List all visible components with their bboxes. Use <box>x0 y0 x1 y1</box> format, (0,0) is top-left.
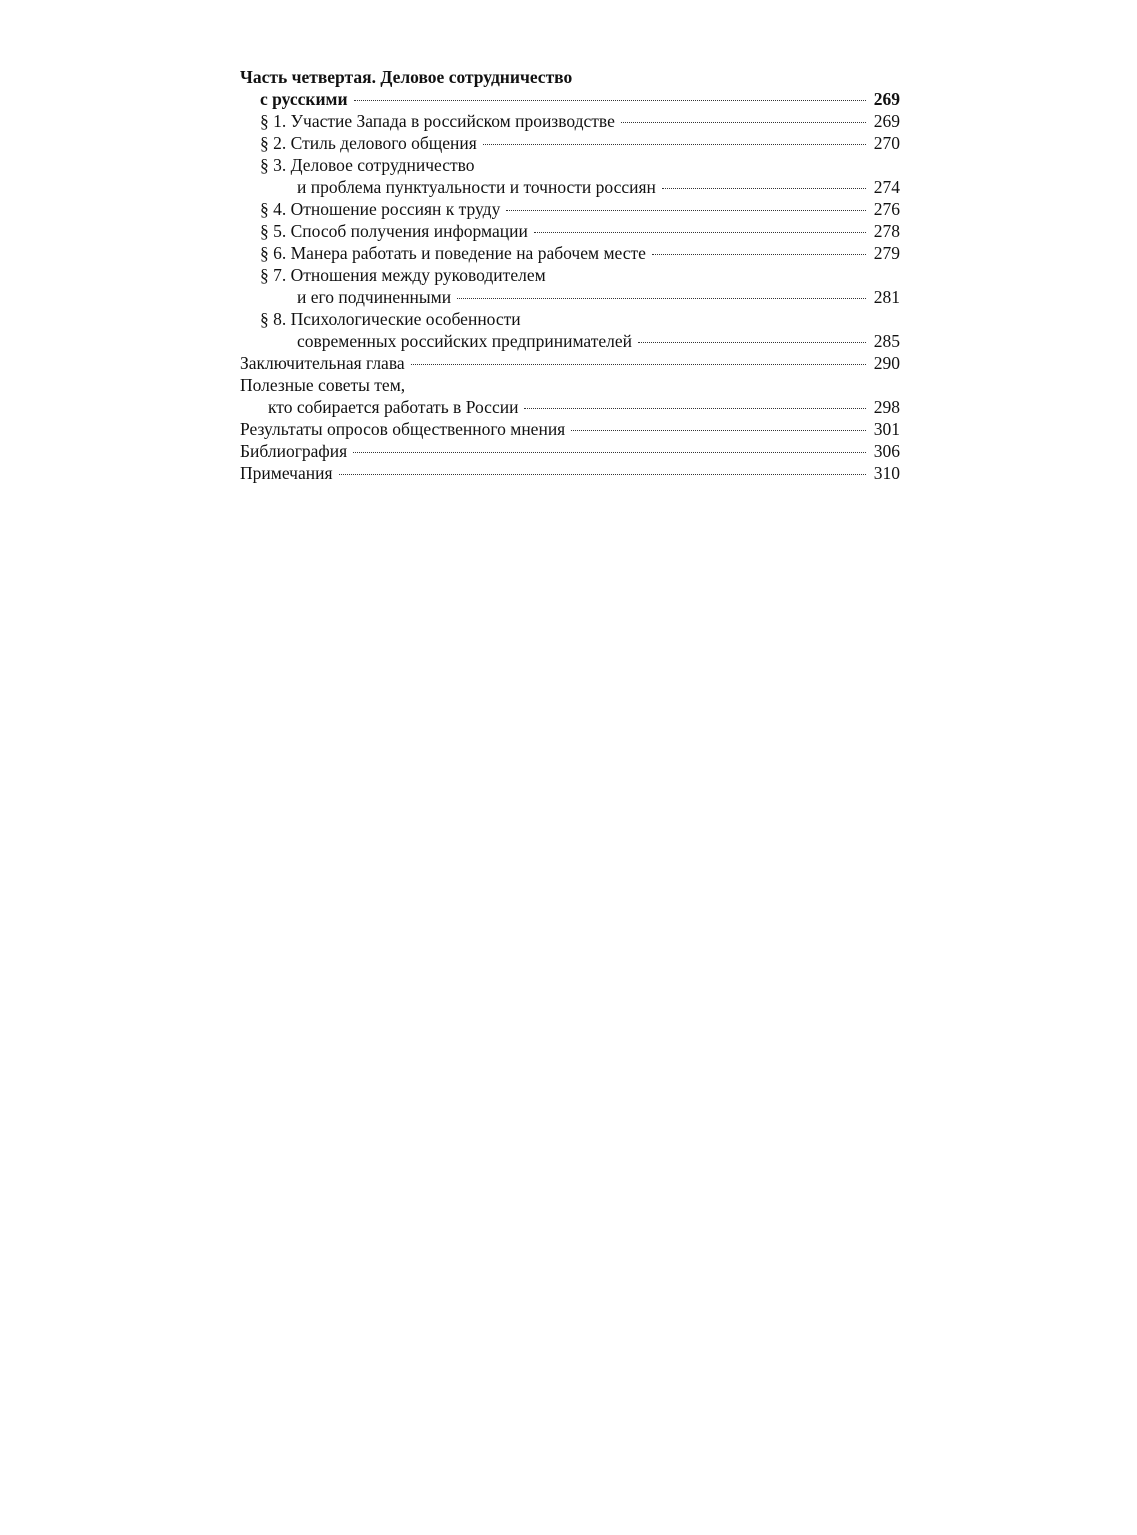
section-title-continued: и его подчиненными <box>297 287 452 307</box>
toc-entry-section-3-line2 <box>240 176 900 198</box>
section-title: § 6. Манера работать и поведение на рабочем месте <box>260 243 646 263</box>
toc-part4-heading <box>240 66 900 88</box>
dot-leader <box>411 364 866 365</box>
dot-leader <box>662 188 866 189</box>
section-title: § 3. Деловое сотрудничество <box>260 155 475 175</box>
toc-entry-section-7-line1 <box>240 264 900 286</box>
dot-leader <box>457 298 866 299</box>
toc-entry-section-8-line2 <box>240 330 900 352</box>
dot-leader <box>621 122 866 123</box>
page-number: 276 <box>873 199 900 219</box>
dot-leader <box>524 408 866 409</box>
chapter-title: Заключительная глава <box>240 353 405 373</box>
page-number: 269 <box>873 89 900 109</box>
toc-part4-title-line1: Часть четвертая. Деловое сотрудничество <box>240 67 573 87</box>
section-title: § 7. Отношения между руководителем <box>260 265 546 285</box>
toc-entry-section-5 <box>240 220 900 242</box>
page-number: 269 <box>873 111 900 131</box>
toc-entry-section-1 <box>240 110 900 132</box>
toc-entry-section-2 <box>240 132 900 154</box>
dot-leader <box>483 144 866 145</box>
dot-leader <box>638 342 866 343</box>
page-number: 310 <box>873 463 900 483</box>
section-title: § 1. Участие Запада в российском производстве <box>260 111 615 131</box>
toc-entry-section-7-line2 <box>240 286 900 308</box>
section-title: § 8. Психологические особенности <box>260 309 521 329</box>
dot-leader <box>571 430 866 431</box>
dot-leader <box>652 254 866 255</box>
toc-entry-part4 <box>240 88 900 110</box>
chapter-title: Результаты опросов общественного мнения <box>240 419 566 439</box>
dot-leader <box>354 100 866 101</box>
dot-leader <box>506 210 866 211</box>
table-of-contents <box>240 66 900 484</box>
toc-entry-bibliography <box>240 440 900 462</box>
section-title: § 4. Отношение россиян к труду <box>260 199 501 219</box>
dot-leader <box>534 232 866 233</box>
toc-entry-advice-line2 <box>240 396 900 418</box>
page-number: 285 <box>873 331 900 351</box>
section-title: § 2. Стиль делового общения <box>260 133 477 153</box>
dot-leader <box>353 452 866 453</box>
toc-part4-title-line2: с русскими <box>260 89 348 109</box>
toc-entry-conclusion <box>240 352 900 374</box>
toc-entry-section-8-line1 <box>240 308 900 330</box>
toc-entry-notes <box>240 462 900 484</box>
toc-entry-polls <box>240 418 900 440</box>
page-number: 306 <box>873 441 900 461</box>
toc-entry-section-6 <box>240 242 900 264</box>
toc-entry-section-4 <box>240 198 900 220</box>
page-number: 298 <box>873 397 900 417</box>
page-number: 281 <box>873 287 900 307</box>
page-number: 279 <box>873 243 900 263</box>
page-number: 278 <box>873 221 900 241</box>
page-number: 270 <box>873 133 900 153</box>
section-title-continued: современных российских предпринимателей <box>297 331 633 351</box>
page-number: 290 <box>873 353 900 373</box>
chapter-title: Примечания <box>240 463 333 483</box>
chapter-title-continued: кто собирается работать в России <box>268 397 519 417</box>
section-title-continued: и проблема пунктуальности и точности россиян <box>297 177 656 197</box>
toc-entry-advice-line1 <box>240 374 900 396</box>
page-number: 274 <box>873 177 900 197</box>
section-title: § 5. Способ получения информации <box>260 221 528 241</box>
dot-leader <box>339 474 866 475</box>
chapter-title: Библиография <box>240 441 348 461</box>
page-number: 301 <box>873 419 900 439</box>
toc-entry-section-3-line1 <box>240 154 900 176</box>
chapter-title: Полезные советы тем, <box>240 375 406 395</box>
